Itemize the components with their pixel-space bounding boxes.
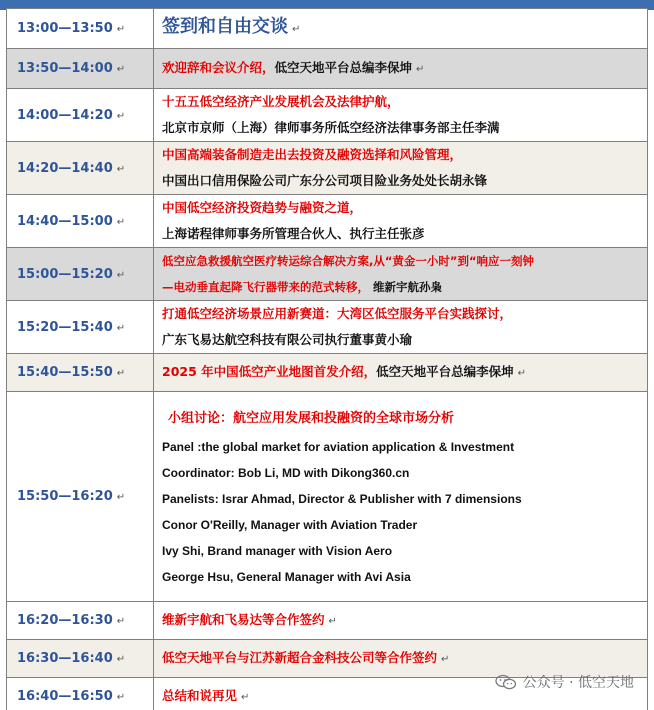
session-topic: 2025 年中国低空产业地图首发介绍， (162, 363, 377, 379)
time-cell: 15:20—15:40 ↵ (7, 301, 154, 354)
time-cell: 16:20—16:30 ↵ (7, 602, 154, 640)
time-cell: 14:20—14:40 ↵ (7, 142, 154, 195)
content-cell (154, 392, 648, 602)
time-cell: 15:40—15:50 ↵ (7, 354, 154, 392)
session-speaker: 维新宇航孙枭 (373, 280, 443, 294)
agenda-row (7, 354, 648, 392)
agenda-row (7, 49, 648, 89)
content-cell (154, 195, 648, 248)
content-cell: 低空天地平台与江苏新超合金科技公司等合作签约 ↵ (154, 640, 648, 678)
session-topic: 维新宇航和飞易达等合作签约 (162, 611, 325, 627)
time-cell: 14:40—15:00 ↵ (7, 195, 154, 248)
agenda-row (7, 9, 648, 49)
panel-title: 小组讨论：航空应用发展和投融资的全球市场分析 (168, 410, 455, 426)
agenda-row (7, 392, 648, 602)
session-speaker: 广东飞易达航空科技有限公司执行董事黄小瑜 (162, 332, 413, 347)
session-speaker: 上海诺程律师事务所管理合伙人、执行主任张彦 (162, 226, 425, 241)
panel-line: Panelists: Israr Ahmad, Director & Publisher with 7 dimensions (162, 491, 522, 506)
content-cell (154, 89, 648, 142)
content-cell (154, 301, 648, 354)
panel-line: Conor O'Reilly, Manager with Aviation Trader (162, 517, 418, 532)
content-cell (154, 142, 648, 195)
time-cell: 14:00—14:20 ↵ (7, 89, 154, 142)
session-speaker: 北京市京师（上海）律师事务所低空经济法律事务部主任李满 (162, 120, 500, 135)
session-topic: 低空天地平台与江苏新超合金科技公司等合作签约 (162, 649, 438, 665)
panel-line: Coordinator: Bob Li, MD with Dikong360.cn (162, 465, 410, 480)
panel-line: George Hsu, General Manager with Avi Asia (162, 569, 411, 584)
content-cell (154, 248, 648, 301)
wechat-icon (495, 674, 517, 690)
watermark-text: 公众号 · 低空天地 (522, 675, 634, 691)
session-speaker: 低空天地平台总编李保坤 (274, 59, 413, 75)
session-topic: 低空应急救援航空医疗转运综合解决方案,从“黄金一小时”到“响应一刻钟 (162, 254, 535, 268)
session-topic: 总结和说再见 (162, 687, 238, 703)
content-cell: 签到和自由交谈 ↵ (154, 9, 648, 49)
agenda-row (7, 248, 648, 301)
content-cell: 2025 年中国低空产业地图首发介绍，低空天地平台总编李保坤 ↵ (154, 354, 648, 392)
agenda-table (6, 8, 648, 710)
content-cell: 总结和说再见 ↵ (154, 678, 648, 710)
agenda-row (7, 89, 648, 142)
time-cell: 13:50—14:00 ↵ (7, 49, 154, 89)
time-cell: 16:40—16:50 ↵ (7, 678, 154, 710)
panel-line: Ivy Shi, Brand manager with Vision Aero (162, 543, 393, 558)
content-cell: 欢迎辞和会议介绍，低空天地平台总编李保坤 ↵ (154, 49, 648, 89)
session-topic: 中国低空经济投资趋势与融资之道， (162, 200, 363, 215)
session-topic: 十五五低空经济产业发展机会及法律护航， (162, 94, 400, 109)
session-speaker: 低空天地平台总编李保坤 (376, 363, 514, 379)
agenda-row (7, 142, 648, 195)
time-cell: 13:00—13:50 ↵ (7, 9, 154, 49)
session-topic: 打通低空经济场景应用新赛道：大湾区低空服务平台实践探讨， (162, 306, 513, 321)
time-cell: 16:30—16:40 ↵ (7, 640, 154, 678)
session-topic: 欢迎辞和会议介绍， (162, 59, 275, 75)
agenda-row (7, 301, 648, 354)
watermark (495, 672, 634, 692)
time-cell: 15:50—16:20 ↵ (7, 392, 154, 602)
session-title: 签到和自由交谈 (162, 16, 288, 37)
session-topic-cont: —电动垂直起降飞行器带来的范式转移， (162, 280, 369, 294)
panel-line: Panel :the global market for aviation application & Investment (162, 439, 515, 454)
session-speaker: 中国出口信用保险公司广东分公司项目险业务处处长胡永锋 (162, 173, 488, 188)
session-topic: 中国高端装备制造走出去投资及融资选择和风险管理， (162, 147, 463, 162)
agenda-row (7, 195, 648, 248)
agenda-row (7, 602, 648, 640)
content-cell: 维新宇航和飞易达等合作签约 ↵ (154, 602, 648, 640)
time-cell: 15:00—15:20 ↵ (7, 248, 154, 301)
